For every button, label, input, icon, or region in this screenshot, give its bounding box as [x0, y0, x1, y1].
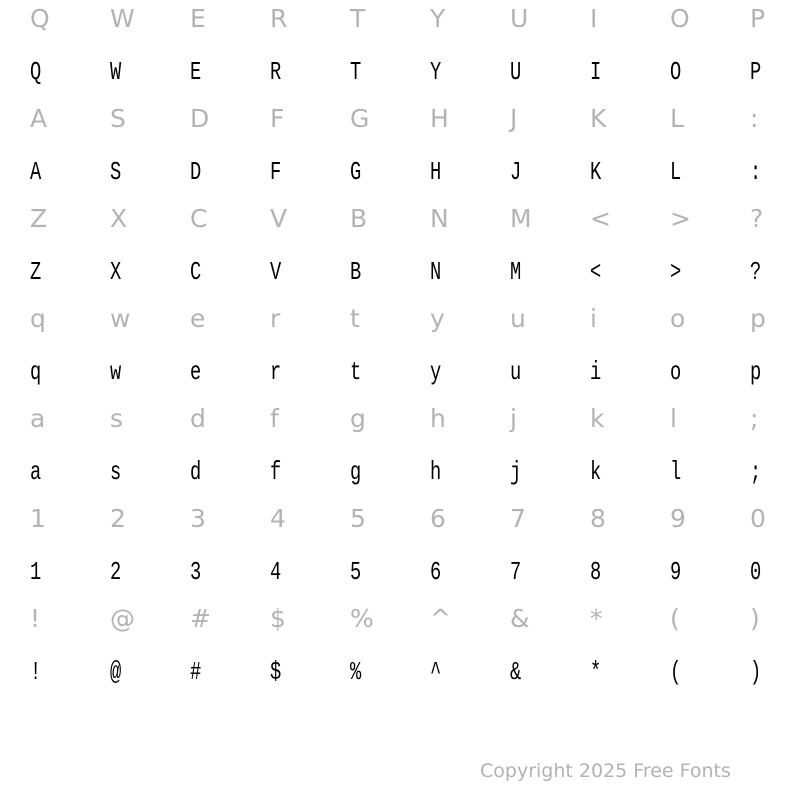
reference-glyph-row: [0, 0, 800, 44]
sample-glyph: C: [190, 257, 202, 287]
reference-glyph: i: [590, 304, 597, 333]
reference-glyph: 9: [670, 504, 686, 533]
sample-glyph: e: [190, 357, 202, 387]
sample-glyph: 7: [510, 557, 522, 587]
reference-glyph: A: [30, 104, 48, 133]
reference-glyph: *: [590, 604, 603, 633]
reference-glyph: 1: [30, 504, 46, 533]
sample-glyph: E: [190, 57, 202, 87]
sample-glyph-row: [0, 47, 800, 97]
reference-glyph: U: [510, 4, 529, 33]
sample-glyph: $: [270, 657, 282, 687]
reference-glyph: k: [590, 404, 605, 433]
sample-glyph: F: [270, 157, 282, 187]
sample-glyph: (: [670, 657, 682, 687]
sample-glyph: M: [510, 257, 522, 287]
reference-glyph: ^: [430, 604, 451, 633]
sample-glyph: L: [670, 157, 682, 187]
reference-glyph-row: [0, 194, 800, 244]
sample-glyph: ): [750, 657, 762, 687]
sample-glyph: h: [430, 457, 442, 487]
reference-glyph: Y: [430, 4, 446, 33]
sample-glyph: D: [190, 157, 202, 187]
reference-glyph: %: [350, 604, 374, 633]
sample-glyph: ?: [750, 257, 762, 287]
reference-glyph-row: [0, 594, 800, 644]
reference-glyph: Z: [30, 204, 48, 233]
reference-glyph-row: [0, 394, 800, 444]
sample-glyph: 6: [430, 557, 442, 587]
sample-glyph: &: [510, 657, 522, 687]
sample-glyph: o: [670, 357, 682, 387]
reference-glyph: h: [430, 404, 446, 433]
sample-glyph: J: [510, 157, 522, 187]
reference-glyph: G: [350, 104, 370, 133]
reference-glyph: l: [670, 404, 677, 433]
reference-glyph: j: [510, 404, 517, 433]
sample-glyph: !: [30, 657, 42, 687]
sample-glyph: H: [430, 157, 442, 187]
sample-glyph: Y: [430, 57, 442, 87]
sample-glyph: t: [350, 357, 362, 387]
reference-glyph: E: [190, 4, 206, 33]
reference-glyph: 4: [270, 504, 286, 533]
sample-glyph: W: [110, 57, 122, 87]
sample-glyph: 0: [750, 557, 762, 587]
sample-glyph: R: [270, 57, 282, 87]
reference-glyph: ): [750, 604, 760, 633]
reference-glyph: >: [670, 204, 691, 233]
sample-glyph: 5: [350, 557, 362, 587]
reference-glyph: (: [670, 604, 680, 633]
sample-glyph: l: [670, 457, 682, 487]
sample-glyph: T: [350, 57, 362, 87]
sample-glyph-row: [0, 247, 800, 297]
sample-glyph: <: [590, 257, 602, 287]
sample-glyph: 9: [670, 557, 682, 587]
reference-glyph: W: [110, 4, 135, 33]
sample-glyph: B: [350, 257, 362, 287]
sample-glyph: s: [110, 457, 122, 487]
reference-glyph: V: [270, 204, 288, 233]
reference-glyph: H: [430, 104, 449, 133]
sample-glyph: K: [590, 157, 602, 187]
reference-glyph: S: [110, 104, 126, 133]
reference-glyph: s: [110, 404, 124, 433]
sample-glyph: k: [590, 457, 602, 487]
reference-glyph: q: [30, 304, 46, 333]
sample-glyph: >: [670, 257, 682, 287]
sample-glyph: j: [510, 457, 522, 487]
reference-glyph: B: [350, 204, 368, 233]
sample-glyph: S: [110, 157, 122, 187]
reference-glyph: g: [350, 404, 366, 433]
sample-glyph: u: [510, 357, 522, 387]
sample-glyph: Z: [30, 257, 42, 287]
sample-glyph: N: [430, 257, 442, 287]
reference-glyph: 6: [430, 504, 446, 533]
reference-glyph: 8: [590, 504, 606, 533]
sample-glyph: i: [590, 357, 602, 387]
sample-glyph: ^: [430, 657, 442, 687]
sample-glyph: :: [750, 157, 762, 187]
reference-glyph: K: [590, 104, 607, 133]
reference-glyph: e: [190, 304, 206, 333]
reference-glyph: O: [670, 4, 690, 33]
sample-glyph: #: [190, 657, 202, 687]
reference-glyph: o: [670, 304, 686, 333]
sample-glyph: 3: [190, 557, 202, 587]
sample-glyph: I: [590, 57, 602, 87]
reference-glyph: #: [190, 604, 211, 633]
reference-glyph: C: [190, 204, 208, 233]
reference-glyph-row: [0, 494, 800, 544]
sample-glyph: *: [590, 657, 602, 687]
reference-glyph: t: [350, 304, 360, 333]
reference-glyph: !: [30, 604, 41, 633]
reference-glyph: D: [190, 104, 210, 133]
reference-glyph: :: [750, 104, 759, 133]
sample-glyph: Q: [30, 57, 42, 87]
sample-glyph: V: [270, 257, 282, 287]
reference-glyph: d: [190, 404, 206, 433]
sample-glyph: q: [30, 357, 42, 387]
sample-glyph: %: [350, 657, 362, 687]
reference-glyph: M: [510, 204, 532, 233]
reference-glyph: F: [270, 104, 285, 133]
sample-glyph: 4: [270, 557, 282, 587]
reference-glyph-row: [0, 294, 800, 344]
reference-glyph: 7: [510, 504, 526, 533]
sample-glyph: d: [190, 457, 202, 487]
reference-glyph: L: [670, 104, 684, 133]
reference-glyph: 0: [750, 504, 766, 533]
sample-glyph: U: [510, 57, 522, 87]
sample-glyph-row: [0, 647, 800, 697]
sample-glyph-row: [0, 547, 800, 597]
reference-glyph: X: [110, 204, 128, 233]
reference-glyph: f: [270, 404, 279, 433]
sample-glyph: p: [750, 357, 762, 387]
reference-glyph: 2: [110, 504, 126, 533]
sample-glyph: g: [350, 457, 362, 487]
reference-glyph: P: [750, 4, 766, 33]
sample-glyph: w: [110, 357, 122, 387]
sample-glyph: P: [750, 57, 762, 87]
reference-glyph: w: [110, 304, 131, 333]
sample-glyph: A: [30, 157, 42, 187]
sample-glyph: G: [350, 157, 362, 187]
reference-glyph: 3: [190, 504, 206, 533]
sample-glyph: f: [270, 457, 282, 487]
reference-glyph: ?: [750, 204, 764, 233]
sample-glyph: 2: [110, 557, 122, 587]
reference-glyph: R: [270, 4, 288, 33]
sample-glyph: @: [110, 657, 122, 687]
sample-glyph-row: [0, 347, 800, 397]
sample-glyph: O: [670, 57, 682, 87]
reference-glyph: @: [110, 604, 135, 633]
reference-glyph: T: [350, 4, 366, 33]
reference-glyph: a: [30, 404, 46, 433]
sample-glyph: r: [270, 357, 282, 387]
reference-glyph: &: [510, 604, 530, 633]
sample-glyph: a: [30, 457, 42, 487]
reference-glyph: ;: [750, 404, 759, 433]
sample-glyph: 1: [30, 557, 42, 587]
copyright-footer: Copyright 2025 Free Fonts: [480, 760, 731, 782]
reference-glyph: u: [510, 304, 526, 333]
reference-glyph: $: [270, 604, 286, 633]
sample-glyph-row: [0, 447, 800, 497]
reference-glyph: Q: [30, 4, 50, 33]
reference-glyph: J: [510, 104, 518, 133]
reference-glyph: <: [590, 204, 611, 233]
sample-glyph: 8: [590, 557, 602, 587]
reference-glyph: p: [750, 304, 766, 333]
reference-glyph: I: [590, 4, 598, 33]
sample-glyph: y: [430, 357, 442, 387]
sample-glyph: ;: [750, 457, 762, 487]
reference-glyph: y: [430, 304, 445, 333]
reference-glyph: 5: [350, 504, 366, 533]
reference-glyph-row: [0, 94, 800, 144]
sample-glyph: X: [110, 257, 122, 287]
sample-glyph-row: [0, 147, 800, 197]
reference-glyph: r: [270, 304, 281, 333]
reference-glyph: N: [430, 204, 449, 233]
